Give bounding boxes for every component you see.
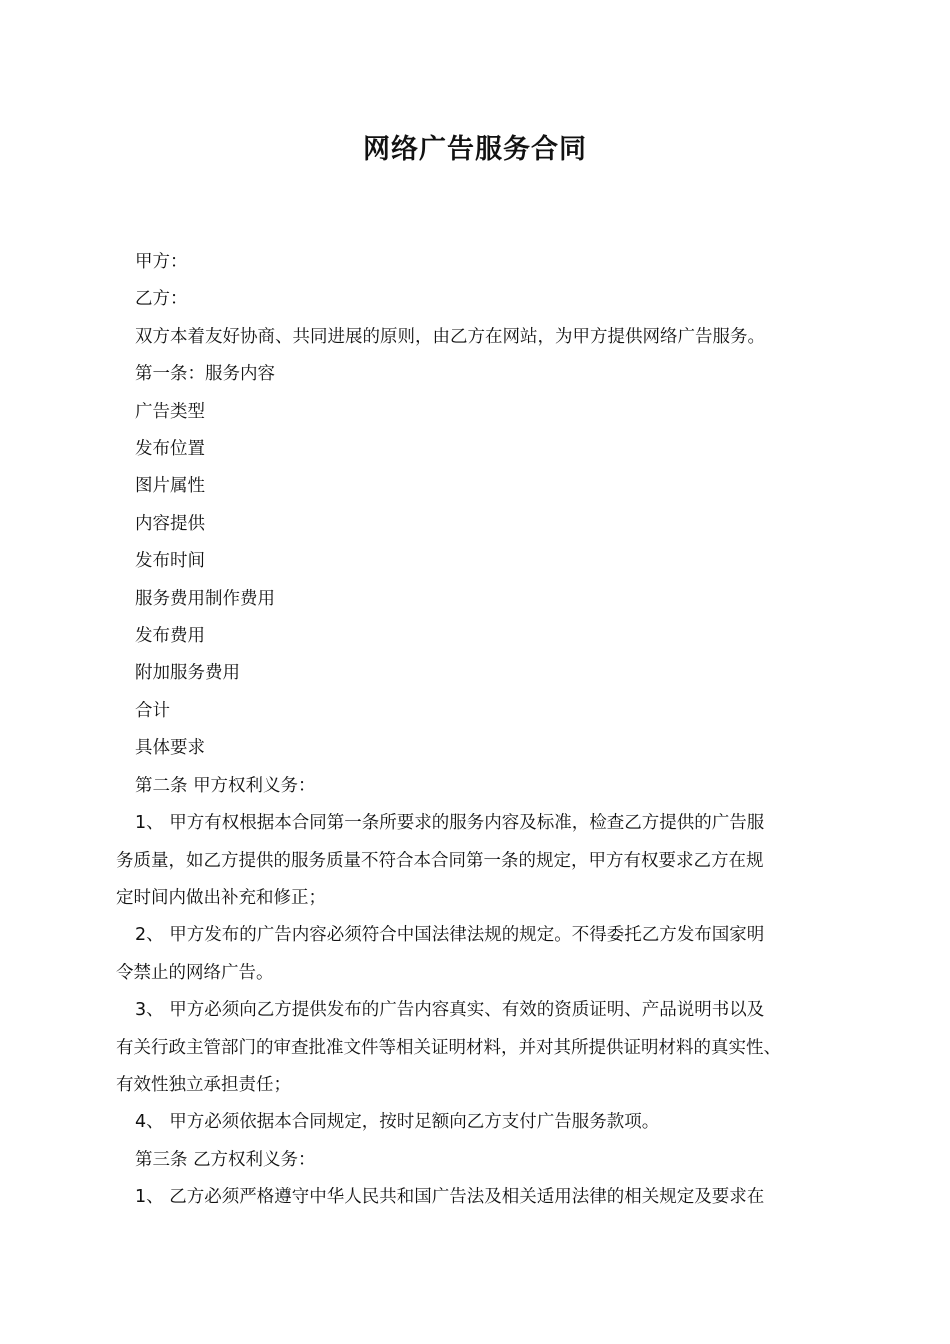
party-b-label: 乙方： [135,289,188,310]
service-item: 图片属性 [135,476,205,497]
service-item: 内容提供 [135,513,205,534]
article-1-heading: 第一条：服务内容 [135,364,275,385]
article-2-heading: 第二条 甲方权利义务： [135,775,316,796]
service-item: 发布位置 [135,439,205,460]
clause-line: 4、 甲方必须依据本合同规定，按时足额向乙方支付广告服务款项。 [135,1112,660,1133]
service-item: 服务费用制作费用 [135,588,275,609]
clause-line: 有关行政主管部门的审查批准文件等相关证明材料，并对其所提供证明材料的真实性、 [116,1037,781,1058]
clause-line: 务质量，如乙方提供的服务质量不符合本合同第一条的规定，甲方有权要求乙方在规 [116,850,764,871]
document-body [116,244,848,1217]
clause-line: 2、 甲方发布的广告内容必须符合中国法律法规的规定。不得委托乙方发布国家明 [135,925,765,946]
party-a-label: 甲方： [135,252,188,272]
clause-line: 定时间内做出补充和修正； [116,887,326,908]
clause-line: 1、 甲方有权根据本合同第一条所要求的服务内容及标准，检查乙方提供的广告服 [135,813,765,834]
clause-line: 3、 甲方必须向乙方提供发布的广告内容真实、有效的资质证明、产品说明书以及 [135,1000,765,1021]
clause-line: 1、 乙方必须严格遵守中华人民共和国广告法及相关适用法律的相关规定及要求在 [135,1187,765,1208]
service-item: 合计 [135,700,170,721]
service-item: 具体要求 [135,738,205,759]
service-item: 发布时间 [135,551,205,572]
clause-line: 有效性独立承担责任； [116,1074,291,1095]
service-item: 附加服务费用 [135,663,240,684]
article-3-heading: 第三条 乙方权利义务： [135,1149,316,1170]
document-title: 网络广告服务合同 [363,134,587,165]
service-item: 发布费用 [135,626,205,647]
intro-paragraph: 双方本着友好协商、共同进展的原则，由乙方在网站，为甲方提供网络广告服务。 [135,326,765,347]
service-item: 广告类型 [135,401,205,422]
clause-line: 令禁止的网络广告。 [116,962,274,983]
